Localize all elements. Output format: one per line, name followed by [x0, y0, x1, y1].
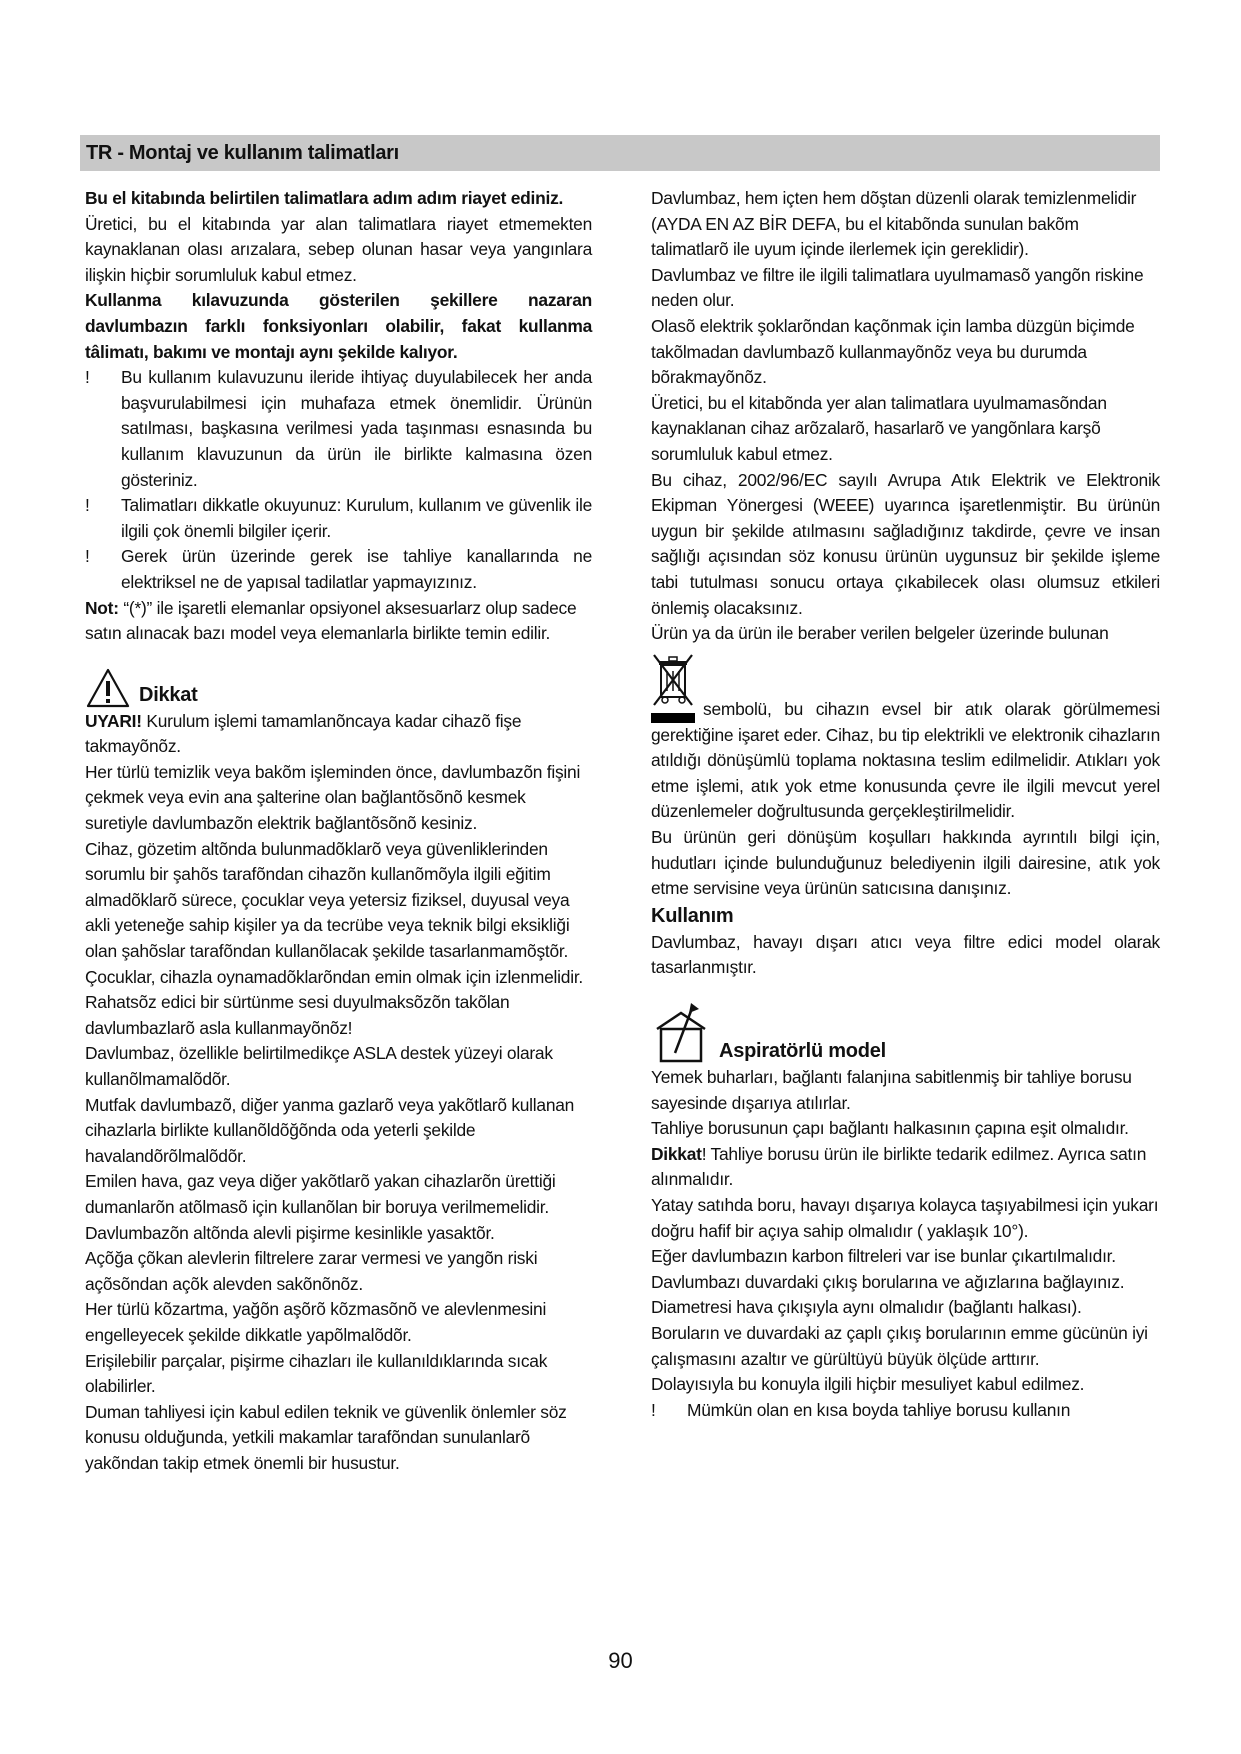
- aspirator-paragraph: Dolayısıyla bu konuyla ilgili hiçbir mesuliyet kabul edilmez.: [651, 1374, 1085, 1395]
- aspirator-paragraph: Tahliye borusunun çapı bağlantı halkasının çapına eşit olmalıdır.: [651, 1118, 1129, 1139]
- weee-black-bar-icon: [651, 713, 695, 723]
- crossed-out-bin-icon: [651, 651, 697, 709]
- dikkat-paragraph: [651, 1142, 1160, 1193]
- right-column: [651, 186, 1160, 1423]
- dikkat-text: ! Tahliye borusu ürün ile birlikte tedarik edilmez. Ayrıca satın alınmalıdır.: [651, 1143, 1147, 1190]
- dikkat-heading: [85, 663, 592, 709]
- weee-symbol-text: sembolü, bu cihazın evsel bir atık olarak görülmemesi gerektiğine işaret eder. Cihaz, bu tip elektrikli ve elektronik cihazların atıldığı dönüşümlü toplama noktasına teslim edilmelidir. Atıkları yok etme işlemi, atık yok etme konusunda çevre ile ilgili mevcut yerel düzenlemeler doğrultusunda gerçekleştirilmelidir.: [651, 699, 1160, 822]
- left-paragraph: Her türlü temizlik veya bakõm işleminden önce, davlumbazõn fişini çekmek veya evin ana şalterine olan bağlantõsõnõ kesmek: [85, 761, 581, 808]
- kullanim-heading: Kullanım: [651, 904, 734, 927]
- left-paragraph: Her türlü kõzartma, yağõn aşõrõ kõzmasõnõ ve alevlenmesini engelleyecek şekilde dikkatle yapõlmalõdõr.: [85, 1299, 547, 1345]
- warning-triangle-icon: [85, 667, 131, 709]
- bullet-item: [85, 493, 592, 544]
- aspirator-paragraph: Yatay satıhda boru, havayı dışarıya kolayca taşıyabilmesi için yukarı doğru hafif bir açıya sahip olmalıdır ( yaklaşık 10°).: [651, 1195, 1159, 1241]
- left-paragraph: Rahatsõz edici bir sürtünme sesi duyulmaksõzõn takõlan davlumbazlarõ asla kullanmayõnõz!: [85, 992, 510, 1038]
- intro-bold-text: Bu el kitabında belirtilen talimatlara adım adım riayet ediniz.: [85, 188, 564, 208]
- right-paragraph: Davlumbaz ve filtre ile ilgili talimatlara uyulmamasõ yangõn riskine neden olur.: [651, 264, 1144, 311]
- left-paragraph: Erişilebilir parçalar, pişirme cihazları ile kullanıldıklarında sıcak olabilirler.: [85, 1350, 548, 1397]
- right-paragraph: Ürün ya da ürün ile beraber verilen belgeler üzerinde bulunan: [651, 623, 1109, 644]
- aspirator-paragraph: Davlumbazı duvardaki çıkış borularına ve ağızlarına bağlayınız. Diametresi hava çıkışıyla aynı olmalıdır (bağlantı halkası).: [651, 1271, 1125, 1318]
- right-paragraph: Üretici, bu el kitabõnda yer alan talimatlara uyulmamasõndan kaynaklanan cihaz arõzalarõ, hasarlarõ ve yangõnlara karşõ sorumluluk kabul etmez.: [651, 392, 1107, 464]
- note-text: “(*)” ile işaretli elemanlar opsiyonel aksesuarlarz olup sadece satın alınacak bazı model veya elemanlarla birlikte temin edilir.: [85, 597, 577, 644]
- intro-text: Üretici, bu el kitabında yar alan talimatlara riayet etmemekten kaynaklanan olası arızalara, sebep olunan hasar veya yangınlara ilişkin hiçbir sorumluluk kabul etmez.: [85, 213, 592, 285]
- bullet-item: [85, 544, 592, 595]
- bullet-text: Gerek ürün üzerinde gerek ise tahliye kanallarında ne elektriksel ne de yapısal tadilatlar yapmayızınız.: [121, 546, 592, 592]
- right-paragraph: Olasõ elektrik şoklarõndan kaçõnmak için lamba düzgün biçimde takõlmadan davlumbazõ kullanmayõnõz veya bu durumda bõrakmayõnõz.: [651, 315, 1135, 388]
- warning-text: Kurulum işlemi tamamlanõncaya kadar cihazõ fişe takmayõnõz.: [85, 710, 522, 757]
- section-header-bar: [80, 135, 1160, 171]
- bullet-text: Talimatları dikkatle okuyunuz: Kurulum, kullanım ve güvenlik ile ilgili çok önemli bilgiler içerir.: [121, 495, 592, 541]
- aspirator-paragraph: Yemek buharları, bağlantı falanjına sabitlenmiş bir tahliye borusu sayesinde dışarıya atılırlar.: [651, 1067, 1132, 1113]
- kullanim-text: Davlumbaz, havayı dışarı atıcı veya filtre edici model olarak tasarlanmıştır.: [651, 931, 1160, 978]
- bullet-mark: !: [651, 1399, 656, 1420]
- left-paragraph: Çocuklar, cihazla oynamadõklarõndan emin olmak için izlenmelidir.: [85, 966, 583, 987]
- bullet-text: Mümkün olan en kısa boyda tahliye borusu kullanın: [687, 1399, 1071, 1420]
- left-paragraph: Emilen hava, gaz veya diğer yakõtlarõ yakan cihazlarõn ürettiği dumanlarõn atõlmasõ için kullanõlan bir boruya verilmemelidir.: [85, 1171, 556, 1217]
- aspirator-heading: [651, 999, 1160, 1065]
- warning-label: UYARI!: [85, 710, 142, 731]
- aspirator-title: Aspiratörlü model: [719, 1040, 886, 1063]
- left-paragraph: Mutfak davlumbazõ, diğer yanma gazlarõ veya yakõtlarõ kullanan cihazlarla birlikte kullanõldõğõnda oda yeterli şekilde havalandõrõlmalõdõr.: [85, 1094, 575, 1166]
- dikkat-title: Dikkat: [139, 684, 198, 707]
- bullet-item: [651, 1398, 1160, 1424]
- page-title: TR - Montaj ve kullanım talimatları: [86, 142, 399, 164]
- left-column: [85, 186, 592, 1477]
- shapes-note-bold: Kullanma kılavuzunda gösterilen şekillere nazaran davlumbazın farklı fonksiyonları olabilir, fakat kullanma tâlimatı, bakımı ve montajı aynı şekilde kalıyor.: [85, 290, 592, 362]
- note-paragraph: [85, 596, 592, 647]
- bullet-mark: !: [85, 367, 90, 388]
- recycling-info-text: Bu ürünün geri dönüşüm koşulları hakkında ayrıntılı bilgi için, hudutları içinde bulunduğunuz belediyenin ilgili dairesine, atık yok etme servisine veya ürünün satıcısına danışınız.: [651, 827, 1160, 899]
- dikkat-label: Dikkat: [651, 1143, 702, 1164]
- page-number: 90: [608, 1648, 633, 1673]
- house-vent-icon: [651, 999, 713, 1065]
- left-paragraph: Açõğa çõkan alevlerin filtrelere zarar vermesi ve yangõn riski açõsõndan açõk alevden sakõnõnõz.: [85, 1248, 538, 1294]
- left-paragraph: Davlumbaz, özellikle belirtilmedikçe ASLA destek yüzeyi olarak kullanõlmamalõdõr.: [85, 1043, 553, 1089]
- bullet-text: Bu kullanım kulavuzunu ileride ihtiyaç duyulabilecek her anda başvurulabilmesi için muhafaza etmek önemlidir. Ürünün satılması, başkasına verilmesi yada taşınması esnasında bu kullanım klavuzunun da ürün ile birlikte kalmasına özen gösteriniz.: [121, 367, 592, 490]
- warning-paragraph: [85, 709, 592, 760]
- note-label: Not:: [85, 597, 119, 618]
- aspirator-paragraph: Eğer davlumbazın karbon filtreleri var ise bunlar çıkartılmalıdır.: [651, 1246, 1116, 1267]
- bullet-item: [85, 365, 592, 493]
- left-paragraph: Cihaz, gözetim altõnda bulunmadõklarõ veya güvenliklerinden sorumlu bir şahõs tarafõndan cihazõn kullanõmõyla ilgili eğitim almadõklarõ sürece, çocuklar veya yetersiz fiziksel, duyusal veya akli yeteneğe sahip kişiler ya da tecrübe veya teknik bilgi eksikliği olan şahõslar tarafõndan kullanõlacak şekilde tasarlanmamõştõr.: [85, 838, 570, 962]
- aspirator-paragraph: Boruların ve duvardaki az çaplı çıkış borularının emme gücünün iyi çalışmasını azaltır ve gürültüyü büyük ölçüde arttırır.: [651, 1322, 1148, 1369]
- right-paragraph: Davlumbaz, hem içten hem dõştan düzenli olarak temizlenmelidir (AYDA EN AZ BİR DEFA, bu el kitabõnda sunulan bakõm talimatlarõ ile uyum içinde ilerlemek için gereklidir).: [651, 188, 1137, 260]
- left-paragraph: suretiyle davlumbazõn elektrik bağlantõsõnõ kesiniz.: [85, 813, 478, 834]
- weee-paragraph: Bu cihaz, 2002/96/EC sayılı Avrupa Atık Elektrik ve Elektronik Ekipman Yönergesi (WEEE) uyarınca işaretlenmiştir. Bu ürünün uygun bir şekilde atılmasını sağladığınız takdirde, çevre ve insan sağlığı açısından söz konusu ürünün uygunsuz bir şekilde işleme tabi tutulması sonucu ortaya çıkabilecek olası olumsuz etkileri önlemiş olacaksınız.: [651, 469, 1160, 618]
- left-paragraph: Davlumbazõn altõnda alevli pişirme kesinlikle yasaktõr.: [85, 1222, 495, 1243]
- left-paragraph: Duman tahliyesi için kabul edilen teknik ve güvenlik önlemler söz konusu olduğunda, yetkili makamlar tarafõndan sunulanlarõ yakõndan takip etmek önemli bir husustur.: [85, 1401, 567, 1473]
- bullet-mark: !: [85, 546, 90, 567]
- bullet-mark: !: [85, 495, 90, 516]
